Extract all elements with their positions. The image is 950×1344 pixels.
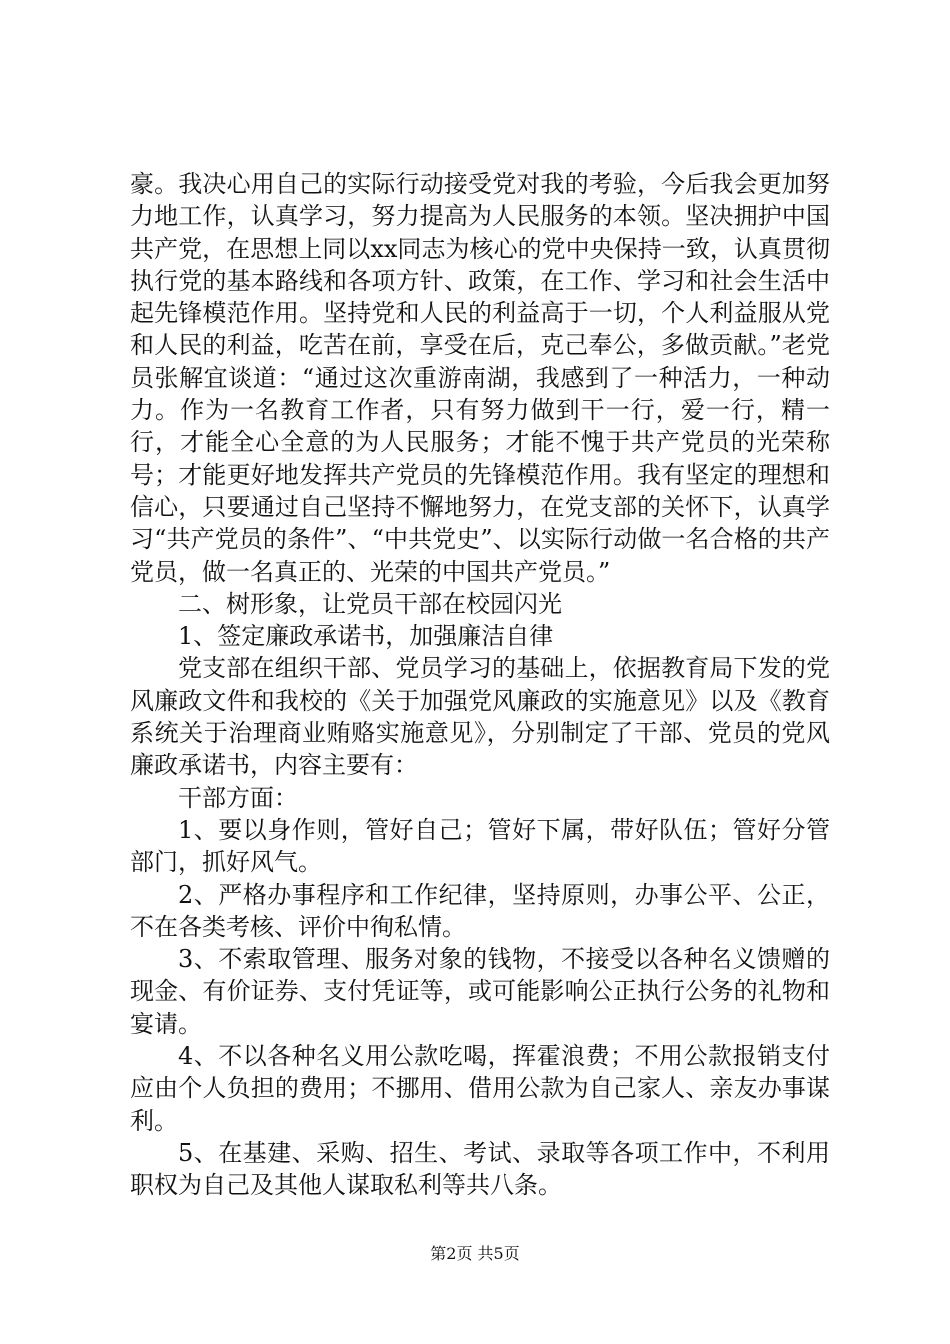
- list-item-3: 3、不索取管理、服务对象的钱物，不接受以各种名义馈赠的现金、有价证券、支付凭证等，或可能影响公正执行公务的礼物和宴请。: [130, 945, 830, 1038]
- list-item-5: 5、在基建、采购、招生、考试、录取等各项工作中，不利用职权为自己及其他人谋取私利等共八条。: [130, 1138, 830, 1200]
- list-item-2: 2、严格办事程序和工作纪律，坚持原则，办事公平、公正，不在各类考核、评价中徇私情。: [130, 880, 830, 941]
- list-item-4: 4、不以各种名义用公款吃喝，挥霍浪费；不用公款报销支付应由个人负担的费用；不挪用、借用公款为自己家人、亲友办事谋利。: [130, 1042, 830, 1135]
- section-heading-2: 二、树形象，让党员干部在校园闪光: [178, 589, 562, 618]
- list-item-1: 1、要以身作则，管好自己；管好下属，带好队伍；管好分管部门，抓好风气。: [130, 815, 830, 877]
- paragraph-pledge-intro: 党支部在组织干部、党员学习的基础上，依据教育局下发的党风廉政文件和我校的《关于加强党风廉政的实施意见》以及《教育系统关于治理商业贿赂实施意见》，分别制定了干部、党员的党风廉政承诺书，内容主要有：: [130, 654, 830, 780]
- subsection-heading-1: 1、签定廉政承诺书，加强廉洁自律: [178, 622, 554, 651]
- paragraph-cadre-label: 干部方面：: [178, 783, 298, 812]
- paragraph-continuation: 豪。我决心用自己的实际行动接受党对我的考验，今后我会更加努力地工作，认真学习，努力提高为人民服务的本领。坚决拥护中国共产党，在思想上同以xx同志为核心的党中央保持一致，认真贯彻执行党的基本路线和各项方针、政策，在工作、学习和社会生活中起先锋模范作用。坚持党和人民的利益高于一切，个人利益服从党和人民的利益，吃苦在前，享受在后，克己奉公，多做贡献。”老党员张解宜谈道：“通过这次重游南湖，我感到了一种活力，一种动力。作为一名教育工作者，只有努力做到干一行，爱一行，精一行，才能全心全意的为人民服务；才能不愧于共产党员的光荣称号；才能更好地发挥共产党员的先锋模范作用。我有坚定的理想和信心，只要通过自己坚持不懈地努力，在党支部的关怀下，认真学习“共产党员的条件”、“中共党史”、以实际行动做一名合格的共产党员，做一名真正的、光荣的中国共产党员。”: [130, 170, 830, 586]
- page-footer: 第2页 共5页: [430, 1244, 520, 1263]
- document-body: [130, 168, 830, 1202]
